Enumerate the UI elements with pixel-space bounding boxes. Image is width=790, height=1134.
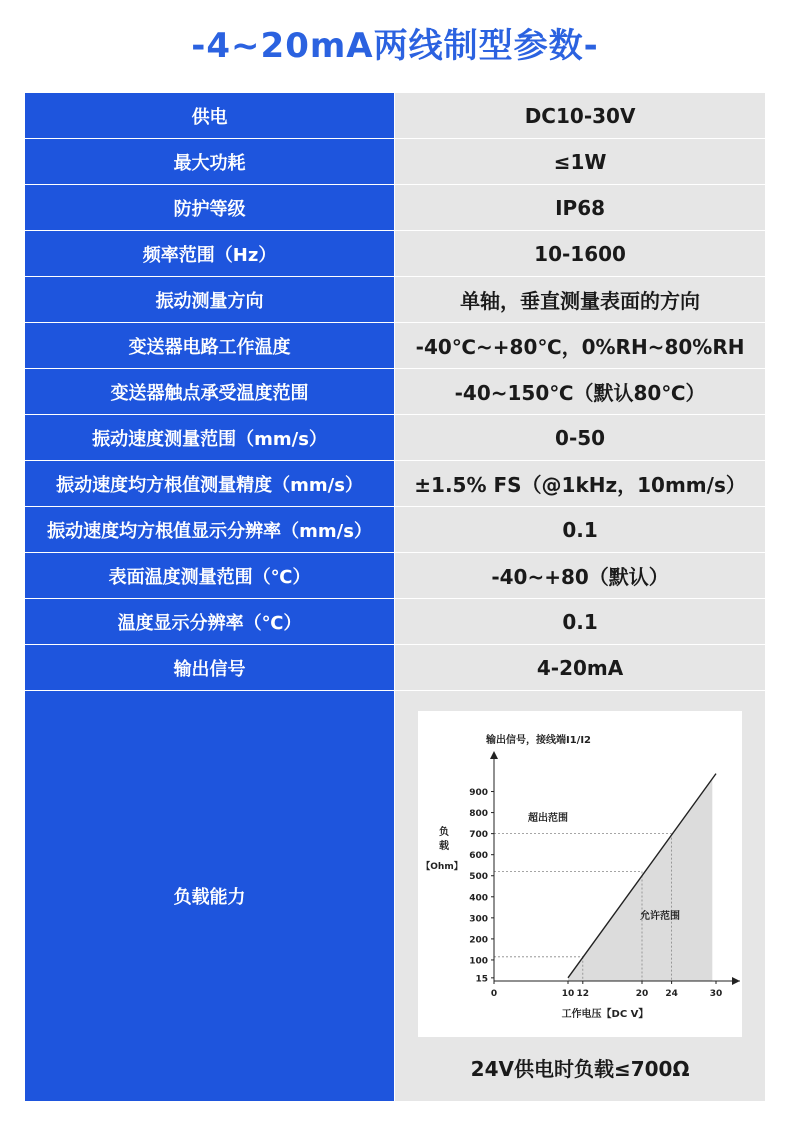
x-axis-label: 工作电压【DC V】 (561, 1008, 649, 1020)
page-title: -4~20mA两线制型参数- (191, 26, 599, 66)
spec-table (24, 92, 766, 1102)
region-label-exceed: 超出范围 (528, 812, 569, 824)
y-axis-unit: 【Ohm】 (421, 861, 463, 872)
spec-row (25, 185, 766, 231)
y-tick-label: 800 (469, 808, 489, 819)
spec-value: IP68 (395, 185, 766, 231)
spec-value: DC10-30V (395, 93, 766, 139)
spec-row (25, 553, 766, 599)
spec-label: 最大功耗 (25, 139, 395, 185)
spec-value: -40~+80（默认） (395, 553, 766, 599)
spec-label: 变送器触点承受温度范围 (25, 369, 395, 415)
y-tick-label: 300 (469, 913, 489, 924)
spec-value: 10-1600 (395, 231, 766, 277)
x-tick-label: 10 (561, 988, 575, 999)
load-chart-svg (418, 711, 742, 1037)
load-caption: 24V供电时负载≤700Ω (470, 1056, 690, 1081)
y-tick-label: 200 (469, 934, 489, 945)
spec-value: 4-20mA (395, 645, 766, 691)
spec-label: 供电 (25, 93, 395, 139)
spec-label: 振动速度测量范围（mm/s） (25, 415, 395, 461)
spec-row (25, 599, 766, 645)
x-axis-arrow (732, 977, 740, 985)
spec-row (25, 231, 766, 277)
spec-row (25, 507, 766, 553)
spec-label: 防护等级 (25, 185, 395, 231)
x-tick-label: 0 (490, 988, 498, 999)
spec-row (25, 369, 766, 415)
spec-value: -40℃~+80℃，0%RH~80%RH (395, 323, 766, 369)
y-tick-label: 15 (475, 973, 489, 984)
spec-value: 单轴，垂直测量表面的方向 (395, 277, 766, 323)
spec-label: 变送器电路工作温度 (25, 323, 395, 369)
spec-label: 频率范围（Hz） (25, 231, 395, 277)
y-tick-label: 100 (469, 955, 489, 966)
spec-value-load (395, 691, 766, 1102)
chart-title: 输出信号，接线端I1/I2 (486, 734, 592, 746)
x-tick-label: 20 (635, 988, 649, 999)
spec-row (25, 645, 766, 691)
y-tick-label: 900 (469, 787, 489, 798)
load-chart (418, 711, 742, 1037)
spec-label: 表面温度测量范围（℃） (25, 553, 395, 599)
spec-value: ±1.5% FS（@1kHz，10mm/s） (395, 461, 766, 507)
spec-value: 0.1 (395, 507, 766, 553)
spec-row (25, 415, 766, 461)
spec-row-load (25, 691, 766, 1102)
spec-row (25, 139, 766, 185)
y-tick-label: 400 (469, 892, 489, 903)
y-axis-arrow (490, 751, 498, 759)
spec-label: 振动速度均方根值显示分辨率（mm/s） (25, 507, 395, 553)
spec-label: 振动测量方向 (25, 277, 395, 323)
spec-value: 0.1 (395, 599, 766, 645)
spec-row (25, 323, 766, 369)
spec-label: 负载能力 (25, 691, 395, 1102)
spec-label: 温度显示分辨率（℃） (25, 599, 395, 645)
y-tick-label: 600 (469, 850, 489, 861)
y-tick-label: 700 (469, 829, 489, 840)
y-tick-label: 500 (469, 871, 489, 882)
spec-row (25, 93, 766, 139)
x-tick-label: 24 (665, 988, 678, 999)
spec-label: 振动速度均方根值测量精度（mm/s） (25, 461, 395, 507)
x-tick-label: 30 (709, 988, 723, 999)
region-label-allowed: 允许范围 (640, 910, 681, 922)
spec-value: -40~150℃（默认80℃） (395, 369, 766, 415)
y-axis-label-char: 负 (439, 826, 450, 838)
spec-row (25, 461, 766, 507)
x-tick-label: 12 (576, 988, 590, 999)
spec-row (25, 277, 766, 323)
spec-label: 输出信号 (25, 645, 395, 691)
spec-value: ≤1W (395, 139, 766, 185)
spec-value: 0-50 (395, 415, 766, 461)
y-axis-label-char: 载 (439, 840, 450, 852)
